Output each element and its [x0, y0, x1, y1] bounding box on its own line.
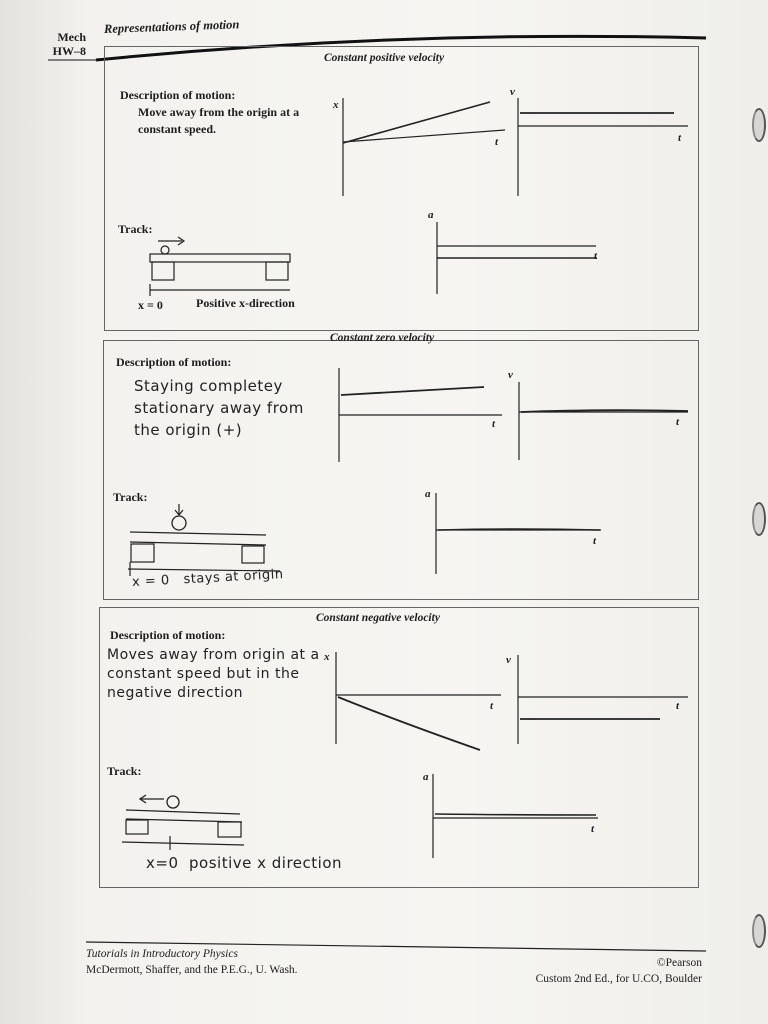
footer-edition: Custom 2nd Ed., for U.CO, Boulder	[535, 973, 702, 985]
footer-publisher	[480, 955, 702, 987]
section-2-a-t-label: t	[593, 535, 597, 547]
header-course: Mech	[57, 30, 86, 44]
section-2-track-label: Track:	[113, 490, 148, 504]
section-3-v-t-label: t	[676, 700, 680, 712]
section-1-x-axis-label: x	[333, 99, 339, 111]
section-3-a-t-label: t	[591, 823, 595, 835]
footer-book: Tutorials in Introductory Physics	[86, 948, 238, 960]
section-1-a-axis-label: a	[428, 209, 434, 221]
footer-citation	[86, 946, 298, 978]
section-1-a-t-label: t	[594, 250, 598, 262]
section-2-description-label: Description of motion:	[116, 355, 232, 369]
section-1-description-label: Description of motion:	[120, 88, 236, 102]
section-2-track-note: x = 0 stays at origin	[131, 567, 284, 590]
section-3-x-t-label: t	[490, 700, 494, 712]
section-3-description: Moves away from origin at a constant speed but in the negative direction	[107, 647, 320, 701]
section-2-v-t-label: t	[676, 416, 680, 428]
section-2-description: Staying completey stationary away from the origin (+)	[134, 377, 304, 439]
header-title: Representations of motion	[103, 17, 240, 36]
section-1-track-label: Track:	[118, 222, 153, 236]
section-1-track-direction: Positive x-direction	[196, 296, 295, 310]
section-3-a-axis-label: a	[423, 771, 429, 783]
section-1-v-axis-label: v	[510, 86, 515, 98]
section-1-track-origin: x = 0	[138, 298, 163, 312]
section-3-x-axis-label: x	[324, 651, 330, 663]
footer-copyright: ©Pearson	[656, 957, 702, 969]
section-1-description: Move away from the origin at a constant speed.	[138, 105, 300, 136]
section-3-track-note: x=0 positive x direction	[146, 854, 343, 872]
section-3-v-axis-label: v	[506, 654, 511, 666]
header-assignment: HW–8	[52, 44, 86, 58]
section-2-v-axis-label: v	[508, 369, 513, 381]
section-1-x-t-label: t	[495, 136, 499, 148]
section-3-track-label: Track:	[107, 764, 142, 778]
footer-authors: McDermott, Shaffer, and the P.E.G., U. Wash.	[86, 964, 298, 976]
section-2-title: Constant zero velocity	[330, 332, 435, 344]
section-2-a-axis-label: a	[425, 488, 431, 500]
section-1-v-t-label: t	[678, 132, 682, 144]
section-3-description-label: Description of motion:	[110, 628, 226, 642]
section-2-x-t-label: t	[492, 418, 496, 430]
section-3-title: Constant negative velocity	[316, 612, 440, 624]
section-1-title: Constant positive velocity	[324, 52, 445, 64]
